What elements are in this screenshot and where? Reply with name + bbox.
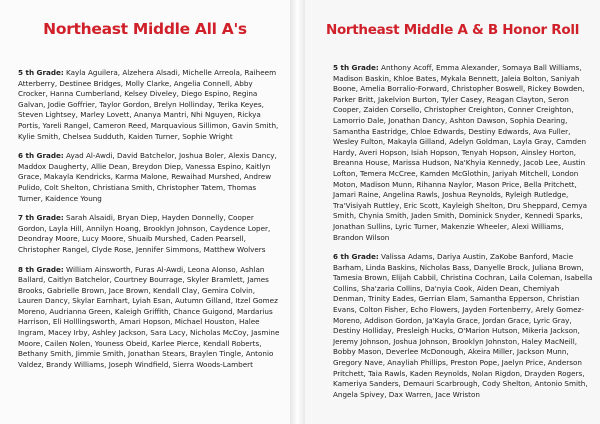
all-as-grade-5	[18, 68, 280, 142]
honor-roll-title: Northeast Middle A & B Honor Roll	[325, 22, 580, 38]
student-names: William Ainsworth, Furas Al-Awdi, Leona Alonso, Ashlan Ballard, Caitlyn Batchelor, Courtney Bourrage, Skyler Bramlett, James Brooks, Gabrielle Brown, Jace Brown, Kendall Clay, Gemira Colvin, Lauren Dancy, Skylar Earnhart, Lyiah Esan, Autumn Gilland, Itzel Gomez Moreno, Audrianna Green, Kaleigh Griffith, Chance Guigond, Mardarius Harrison, Eli Holllingsworth, Amari Hopson, Michael Houston, Halee Ingram, Macey Irby, Ashley Jackson, Sara Lacy, Nicholas McCoy, Jasmine Moore, Cailen Nolen, Youness Obeid, Karlee Pierce, Kendall Roberts, Bethany Smith, Jimmie Smith, Jonathan Stears, Braylen Tingle, Antonio Valdez, Brandy Williams, Joseph Windfield, Sierra Woods-Lambert	[18, 264, 280, 369]
grade-label: 7 th Grade:	[18, 213, 64, 223]
student-names: Kayla Aguilera, Alzehera Alsadi, Michelle Arreola, Raiheem Atterberry, Destinee Bridges, Molly Clarke, Angelia Connell, Abby Crocker, Hanna Cumberland, Kelsey Diveley, Diego Espino, Regina Galvan, Jodie Goffrier, Taylor Gordon, Brelyn Hollinday, Terika Keyes, Steven Lightsey, Marley Lovett, Ananya Mantri, Nhi Nguyen, Rickya Portis, Yareli Rangel, Cameron Reed, Marquavious Sillimon, Gavin Smith, Kylie Smith, Chelsea Sudduth, Kaiden Turner, Sophie Wright	[18, 68, 279, 141]
all-as-grade-8	[18, 265, 280, 371]
honor-roll-page	[305, 0, 600, 424]
grade-label: 5 th Grade:	[333, 63, 379, 72]
all-as-page	[0, 0, 290, 424]
all-as-grade-7	[18, 213, 280, 255]
all-as-list	[18, 68, 280, 379]
honor-roll-grade-5	[333, 63, 593, 243]
all-as-title: Northeast Middle All A's	[43, 20, 247, 38]
grade-label: 6 th Grade:	[333, 252, 379, 262]
student-names: Ayad Al-Awdi, David Batchelor, Joshua Boler, Alexis Dancy, Maddox Daugherty, Allie Dean, Breydon Diep, Vanessa Espino, Kaitlyn Grace, Makayla Kendricks, Karma Malone, Rewaihad Murshed, Andrew Pulido, Colt Shelton, Christiana Smith, Christopher Tatem, Thomas Turner, Kaidence Young	[18, 151, 277, 203]
student-names: Anthony Acoff, Emma Alexander, Somaya Ball Williams, Madison Baskin, Khloe Bates, Mykala Bennett, Jaleia Bolton, Saniyah Boone, Amelia Borralio-Forward, Christopher Boswell, Rickey Bowden, Parker Britt, Jakelvion Burton, Tyler Casey, Reagan Clayton, Seron Cooper, Zaiden Corsello, Christopher Creighton, Conner Creighton, Lamorrio Dale, Jonathan Dancy, Ashton Dawson, Sophia Dearing, Samantha Eastridge, Chloe Edwards, Destiny Edwards, Ava Fuller, Wesley Fulton, Makayla Gilland, Adelyn Goldman, Layla Gray, Camden Hardy, Averi Hopson, Isiah Hopson, Tenyah Hopson, Ainsley Horton, Breanna House, Marissa Hudson, Na'Khyia Kennedy, Jacob Lee, Austin Lofton, Temera McCree, Kamden McGlothin, Jariyah Mitchell, London Moton, Madison Munn, Rihanna Naylor, Mason Price, Bella Pritchett, Jamari Raine, Angelina Rawls, Joshua Reynolds, Ryleigh Rutledge, Tra'Visiyah Ruttley, Eric Scott, Kayleigh Shelton, Dru Sheppard, Cemya Smith, Chynia Smith, Jaden Smith, Dominick Snyder, Kennedi Sparks, Jonathan Sullins, Lyric Turner, Makenzie Wheeler, Alexi Williams, Brandon Wilson	[333, 63, 588, 242]
honor-roll-grade-6	[333, 252, 593, 400]
all-as-grade-6	[18, 151, 280, 204]
student-names: Sarah Alsaidi, Bryan Diep, Hayden Donnelly, Cooper Gordon, Layla Hill, Annilyn Hoang, Brooklyn Johnson, Caydence Loper, Deondray Moore, Lucy Moore, Shuaib Murshed, Caden Pearsell, Christopher Rangel, Clyde Rose, Jennifer Simmons, Matthew Wolvers	[18, 213, 271, 254]
grade-label: 8 th Grade:	[18, 264, 64, 274]
honor-roll-list	[333, 63, 593, 409]
student-names: Valissa Adams, Dariya Austin, ZaKobe Banford, Macie Barham, Linda Baskins, Nicholas Bass, Danyelle Brock, Juliana Brown, Tamesia Brown, Elijah Cabbil, Christina Cochran, Laila Coleman, Isabella Collins, Sha'zaria Collins, Da'nyia Cook, Aiden Dean, Chemiyah Denman, Trinity Eades, Gerrian Elam, Samantha Epperson, Christian Evans, Colton Fisher, Echo Flowers, Jayden Fortenberry, Arely Gomez-Moreno, Addison Gordon, Ja'Kayla Grace, Jordan Grace, Lyric Gray, Destiny Holliday, Presleigh Hucks, O'Marion Hutson, Mikeria Jackson, Jeremy Johnson, Joshua Johnson, Brooklyn Johnston, Haley MacNeill, Bobby Mason, Deverlee McDonough, Akeira Miller, Jackson Munn, Gregory Nave, Anayliah Phillips, Preston Pope, Jaelyn Price, Anderson Pritchett, Taia Rawls, Kaden Reynolds, Nolan Rigdon, Drayden Rogers, Kameriya Sanders, Demauri Scarbrough, Cody Shelton, Antonio Smith, Angela Spivey, Dax Warren, Jace Wriston	[333, 252, 593, 399]
grade-label: 6 th Grade:	[18, 151, 64, 161]
grade-label: 5 th Grade:	[18, 68, 64, 77]
page-gutter	[290, 0, 305, 424]
